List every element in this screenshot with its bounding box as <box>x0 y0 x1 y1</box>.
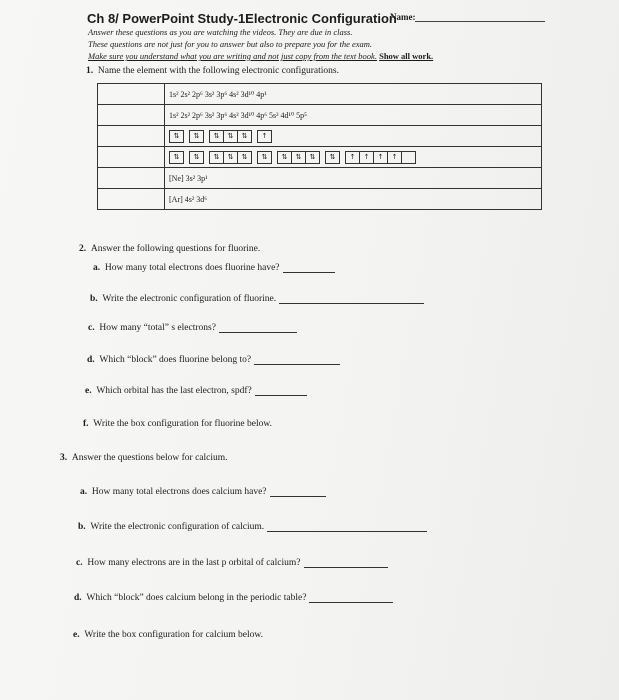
element-answer-cell[interactable] <box>98 147 165 168</box>
intro-line-3 <box>88 51 433 61</box>
q1-header <box>86 66 339 76</box>
answer-blank[interactable] <box>279 302 424 304</box>
configuration-table <box>97 83 542 210</box>
q3-part-text: Write the box configuration for calcium below. <box>79 630 263 640</box>
orbital-group <box>209 130 252 143</box>
orbital-group <box>257 151 272 164</box>
q3-number: 3. <box>60 453 68 463</box>
q3-part-text: How many total electrons does calcium have? <box>87 487 267 497</box>
orbital-box: ⇅ <box>193 152 200 161</box>
orbital-group <box>257 130 272 143</box>
q3-prompt: Answer the questions below for calcium. <box>71 453 228 463</box>
answer-blank[interactable] <box>309 601 393 603</box>
element-answer-cell[interactable] <box>98 84 165 105</box>
q2-part-letter: e. <box>85 386 92 396</box>
element-answer-cell[interactable] <box>98 105 165 126</box>
answer-blank[interactable] <box>219 331 297 333</box>
orbital-box: ⇅ <box>261 152 268 161</box>
configuration-cell <box>165 126 542 147</box>
page-title: Ch 8/ PowerPoint Study-1Electronic Configuration <box>87 11 397 26</box>
orbital-box: ⇅ <box>173 152 180 161</box>
q3-part-text: Write the electronic configuration of calcium. <box>85 522 265 532</box>
configuration-row <box>98 126 542 147</box>
q3-part <box>73 630 263 640</box>
answer-blank[interactable] <box>267 530 427 532</box>
q3-part-letter: a. <box>80 487 88 497</box>
q2-part-text: Which orbital has the last electron, spdf? <box>91 386 252 396</box>
orbital-box: ⇅ <box>329 152 336 161</box>
answer-blank[interactable] <box>270 495 326 497</box>
orbital-box: ↑ <box>360 152 374 163</box>
q3-part-text: Which “block” does calcium belong in the periodic table? <box>81 593 307 603</box>
configuration-cell: 1s² 2s² 2p⁶ 3s² 3p⁶ 4s² 3d¹⁰ 4p¹ <box>165 84 542 105</box>
q3-part-letter: c. <box>76 558 83 568</box>
orbital-box: ↑ <box>261 131 268 140</box>
orbital-group <box>209 151 252 164</box>
q2-part-text: Write the electronic configuration of fluorine. <box>97 294 277 304</box>
orbital-group <box>325 151 340 164</box>
orbital-box: ⇅ <box>173 131 180 140</box>
q2-part <box>85 386 307 396</box>
q2-part-text: Which “block” does fluorine belong to? <box>94 355 252 365</box>
configuration-row <box>98 84 542 105</box>
orbital-box-diagram <box>169 130 541 143</box>
orbital-box-diagram <box>169 151 541 164</box>
orbital-box: ↑ <box>374 152 388 163</box>
orbital-box: ⇅ <box>309 152 316 161</box>
configuration-row <box>98 168 542 189</box>
orbital-box: ⇅ <box>292 152 306 163</box>
q3-part <box>78 522 427 532</box>
orbital-box: ⇅ <box>193 131 200 140</box>
orbital-group <box>189 151 204 164</box>
q3-part-letter: b. <box>78 522 86 532</box>
orbital-box: ⇅ <box>278 152 292 163</box>
answer-blank[interactable] <box>254 363 340 365</box>
intro-line-3-text: Make sure you understand what you are writing and not just copy from the text book. <box>88 51 377 61</box>
q2-part <box>87 355 340 365</box>
q2-part <box>93 263 335 273</box>
q2-header <box>79 244 260 254</box>
orbital-box: ⇅ <box>210 152 224 163</box>
orbital-group <box>169 130 184 143</box>
answer-blank[interactable] <box>283 271 335 273</box>
q1-number: 1. <box>86 66 94 76</box>
orbital-box: ⇅ <box>241 152 248 161</box>
name-label: Name: <box>390 12 416 22</box>
q1-prompt: Name the element with the following electronic configurations. <box>97 66 339 76</box>
q2-part <box>83 419 272 429</box>
q3-part <box>80 487 326 497</box>
q3-part-letter: e. <box>73 630 80 640</box>
configuration-cell: [Ne] 3s² 3p¹ <box>165 168 542 189</box>
q2-part <box>88 323 297 333</box>
configuration-cell <box>165 147 542 168</box>
q3-header <box>60 453 228 463</box>
q2-part-letter: c. <box>88 323 95 333</box>
orbital-group <box>345 151 416 164</box>
orbital-group <box>277 151 320 164</box>
q2-part-letter: b. <box>90 294 98 304</box>
q3-part <box>76 558 388 568</box>
orbital-box <box>402 152 415 163</box>
q3-part-text: How many electrons are in the last p orbital of calcium? <box>82 558 301 568</box>
q2-part-letter: d. <box>87 355 95 365</box>
q2-part-text: How many total electrons does fluorine have? <box>100 263 280 273</box>
orbital-box: ⇅ <box>224 152 238 163</box>
intro-line-1: Answer these questions as you are watching the videos. They are due in class. <box>88 27 353 37</box>
configuration-cell: [Ar] 4s² 3d⁶ <box>165 189 542 210</box>
q2-part <box>90 294 424 304</box>
orbital-group <box>189 130 204 143</box>
intro-line-2: These questions are not just for you to answer but also to prepare you for the exam. <box>88 39 373 49</box>
q2-part-text: How many “total” s electrons? <box>94 323 216 333</box>
q3-part-letter: d. <box>74 593 82 603</box>
answer-blank[interactable] <box>255 394 307 396</box>
q3-part <box>74 593 393 603</box>
configuration-row <box>98 147 542 168</box>
element-answer-cell[interactable] <box>98 168 165 189</box>
configuration-cell: 1s² 2s² 2p⁶ 3s² 3p⁶ 4s² 3d¹⁰ 4p⁶ 5s² 4d¹⁰ 5p⁵ <box>165 105 542 126</box>
orbital-box: ⇅ <box>241 131 248 140</box>
orbital-box: ↑ <box>346 152 360 163</box>
orbital-box: ↑ <box>388 152 402 163</box>
q2-part-letter: a. <box>93 263 101 273</box>
configuration-row <box>98 189 542 210</box>
orbital-group <box>169 151 184 164</box>
element-answer-cell[interactable] <box>98 189 165 210</box>
q2-part-letter: f. <box>83 419 89 429</box>
q2-number: 2. <box>79 244 87 254</box>
q2-prompt: Answer the following questions for fluorine. <box>90 244 261 254</box>
configuration-row <box>98 105 542 126</box>
q2-part-text: Write the box configuration for fluorine below. <box>88 419 272 429</box>
name-blank <box>415 21 545 22</box>
orbital-box: ⇅ <box>224 131 238 142</box>
orbital-box: ⇅ <box>210 131 224 142</box>
show-work-note: Show all work. <box>379 51 434 61</box>
answer-blank[interactable] <box>304 566 388 568</box>
element-answer-cell[interactable] <box>98 126 165 147</box>
